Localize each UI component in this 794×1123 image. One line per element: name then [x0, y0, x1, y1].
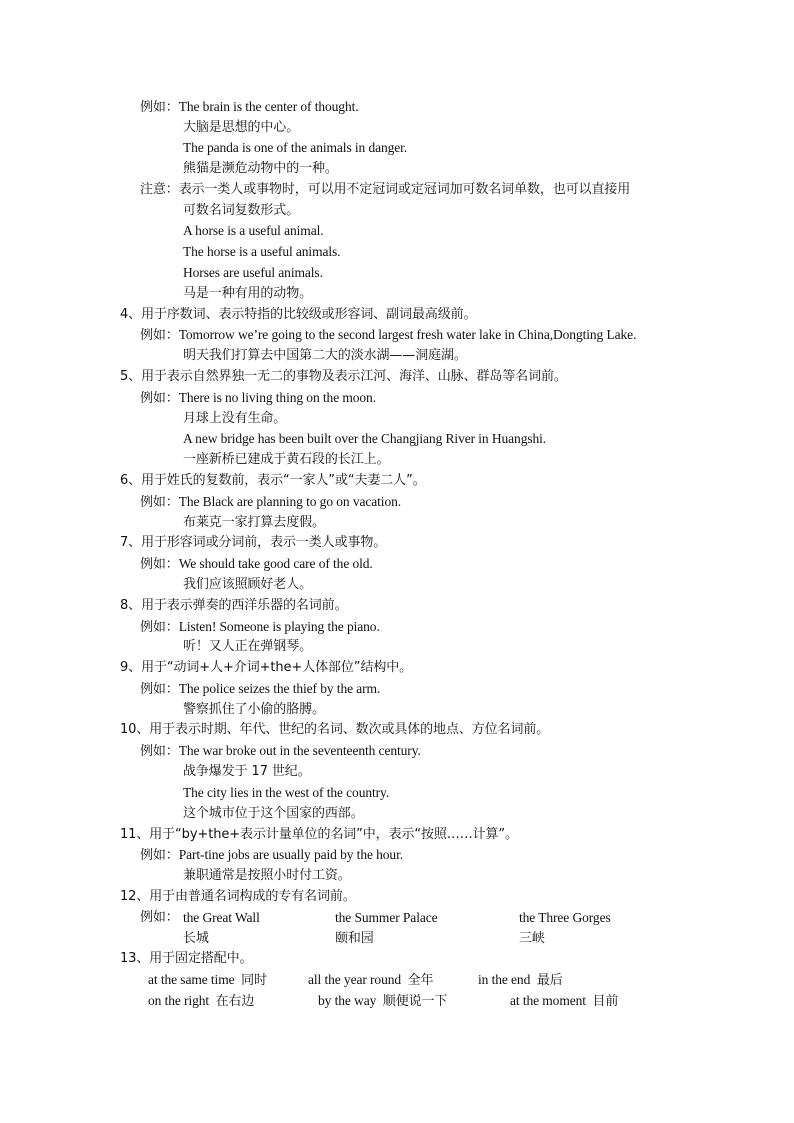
- example-line: [140, 97, 359, 118]
- proper-noun-en: the Great Wall: [183, 910, 260, 925]
- rule-heading: 10、用于表示时期、年代、世纪的名词、数次或具体的地点、方位名词前。: [120, 722, 550, 737]
- example-line: [140, 845, 403, 866]
- rule-heading: 13、用于固定搭配中。: [120, 951, 253, 966]
- english-sentence: Horses are useful animals.: [183, 265, 323, 280]
- phrase-item: [318, 991, 447, 1012]
- phrase-item: [148, 970, 267, 991]
- chinese-translation: 布莱克一家打算去度假。: [183, 515, 325, 530]
- english-sentence: There is no living thing on the moon.: [178, 390, 376, 405]
- phrase-en: in the end: [478, 972, 531, 987]
- chinese-translation: 熊猫是濒危动物中的一种。: [183, 161, 338, 176]
- proper-noun-cn: 三峡: [519, 931, 545, 946]
- example-label: 例如：: [140, 744, 179, 759]
- example-line: [140, 388, 376, 409]
- note-text: 可数名词复数形式。: [183, 203, 300, 218]
- english-sentence: A horse is a useful animal.: [183, 223, 324, 238]
- example-line: [140, 617, 380, 638]
- english-sentence: Tomorrow we’re going to the second largest fresh water lake in China,Dongting Lake.: [178, 327, 637, 342]
- chinese-translation: 我们应该照顾好老人。: [183, 577, 313, 592]
- example-line: [140, 325, 636, 346]
- chinese-translation: 这个城市位于这个国家的西部。: [183, 806, 364, 821]
- phrase-item: [308, 970, 433, 991]
- english-sentence: The brain is the center of thought.: [178, 99, 359, 114]
- rule-heading: 12、用于由普通名词构成的专有名词前。: [120, 889, 356, 904]
- rule-heading: 4、用于序数词、表示特指的比较级或形容词、副词最高级前。: [120, 307, 477, 322]
- rule-heading: 5、用于表示自然界独一无二的事物及表示江河、海洋、山脉、群岛等名词前。: [120, 369, 567, 384]
- proper-noun-en: the Summer Palace: [335, 910, 438, 925]
- phrase-en: all the year round: [308, 972, 402, 987]
- phrase-cn: 在右边: [215, 994, 255, 1009]
- phrase-en: by the way: [318, 993, 377, 1008]
- example-label: 例如：: [140, 100, 179, 115]
- example-label: 例如：: [140, 910, 179, 925]
- example-label: 例如：: [140, 620, 179, 635]
- english-sentence: The police seizes the thief by the arm.: [178, 681, 381, 696]
- rule-heading: 11、用于“by+the+表示计量单位的名词”中，表示“按照……计算”。: [120, 827, 518, 842]
- chinese-translation: 一座新桥已建成于黄石段的长江上。: [183, 452, 390, 467]
- english-sentence: The panda is one of the animals in danger.: [183, 140, 408, 155]
- example-label: 例如：: [140, 495, 179, 510]
- example-label: 例如：: [140, 682, 179, 697]
- example-line: [140, 554, 373, 575]
- note-line: [140, 180, 630, 200]
- phrase-cn: 顺便说一下: [382, 994, 448, 1009]
- phrase-item: [148, 991, 254, 1012]
- phrase-en: at the same time: [148, 972, 235, 987]
- phrase-cn: 最后: [536, 973, 563, 988]
- chinese-translation: 战争爆发于 17 世纪。: [183, 764, 311, 779]
- note-text: 表示一类人或事物时，可以用不定冠词或定冠词加可数名词单数，也可以直接用: [178, 182, 631, 197]
- english-sentence: Listen! Someone is playing the piano.: [178, 619, 380, 634]
- phrase-item: [478, 970, 563, 991]
- proper-noun-cn: 长城: [183, 931, 209, 946]
- english-sentence: The city lies in the west of the country.: [183, 785, 390, 800]
- chinese-translation: 兼职通常是按照小时付工资。: [183, 868, 351, 883]
- english-sentence: The horse is a useful animals.: [183, 244, 341, 259]
- rule-heading: 8、用于表示弹奏的西洋乐器的名词前。: [120, 598, 348, 613]
- phrase-item: [510, 991, 618, 1012]
- english-sentence: We should take good care of the old.: [178, 556, 373, 571]
- phrase-en: at the moment: [510, 993, 586, 1008]
- english-sentence: The war broke out in the seventeenth century.: [178, 743, 421, 758]
- example-line: [140, 741, 421, 762]
- example-line: [140, 679, 380, 700]
- chinese-translation: 月球上没有生命。: [183, 411, 287, 426]
- example-label: 例如：: [140, 391, 179, 406]
- proper-noun-en: the Three Gorges: [519, 910, 611, 925]
- chinese-translation: 警察抓住了小偷的胳膊。: [183, 702, 325, 717]
- chinese-translation: 听！又人正在弹钢琴。: [183, 639, 313, 654]
- english-sentence: The Black are planning to go on vacation.: [178, 494, 402, 509]
- english-sentence: Part-tine jobs are usually paid by the hour.: [178, 847, 404, 862]
- example-label: 例如：: [140, 848, 179, 863]
- rule-heading: 9、用于“动词+人+介词+the+人体部位”结构中。: [120, 660, 413, 675]
- phrase-cn: 全年: [407, 973, 434, 988]
- chinese-translation: 马是一种有用的动物。: [183, 286, 313, 301]
- phrase-cn: 同时: [241, 973, 267, 988]
- example-label: 例如：: [140, 557, 179, 572]
- rule-heading: 7、用于形容词或分词前，表示一类人或事物。: [120, 535, 387, 550]
- example-line: [140, 492, 401, 513]
- note-label: 注意：: [140, 182, 179, 197]
- chinese-translation: 明天我们打算去中国第二大的淡水湖——洞庭湖。: [183, 348, 467, 363]
- phrase-en: on the right: [148, 993, 210, 1008]
- phrase-cn: 目前: [592, 994, 619, 1009]
- rule-heading: 6、用于姓氏的复数前，表示“一家人”或“夫妻二人”。: [120, 473, 426, 488]
- example-label: 例如：: [140, 328, 179, 343]
- proper-noun-cn: 颐和园: [335, 931, 374, 946]
- english-sentence: A new bridge has been built over the Changjiang River in Huangshi.: [183, 431, 547, 446]
- chinese-translation: 大脑是思想的中心。: [183, 120, 300, 135]
